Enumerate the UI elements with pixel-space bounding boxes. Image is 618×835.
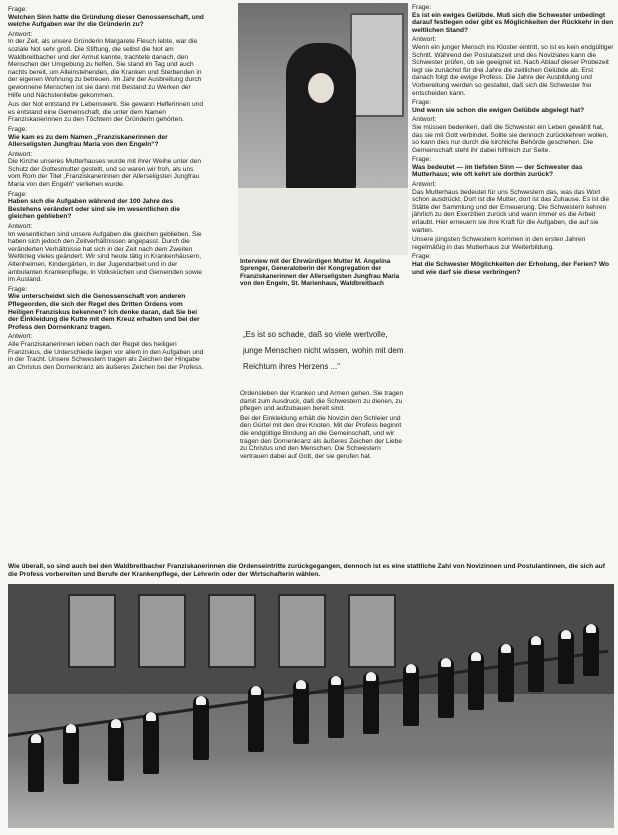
speaker-label: Frage:: [8, 125, 28, 133]
interview-paragraph: [240, 415, 408, 461]
speaker-label: Frage:: [8, 190, 28, 198]
speaker-label: Frage:: [8, 6, 28, 13]
question-text: Haben sich die Aufgaben während der 100 Jahre des Bestehens verändert oder sind sie im wesentlichen die gleichen geblieben?: [8, 198, 180, 221]
speaker-label: Frage:: [412, 156, 432, 164]
building-window: [68, 594, 116, 668]
question-text: Welchen Sinn hatte die Gründung dieser Genossenschaft, und welche Aufgaben war ihr die Gründerin zu?: [8, 13, 204, 29]
speaker-label: Antwort:: [8, 30, 33, 38]
speaker-label: Frage:: [8, 285, 28, 293]
sister-figure: [558, 630, 574, 684]
sister-figure: [143, 712, 159, 774]
answer-text: Unsere jüngsten Schwestern kommen in den ersten Jahren regelmäßig in das Mutterhaus zur Weiterbildung.: [412, 236, 586, 251]
interview-paragraph: [240, 390, 408, 413]
sister-figure: [193, 696, 209, 760]
answer-text: Sie müssen bedenken, daß die Schwester ein Leben gewählt hat, das sie mit Gott verbindet. Sollte sie dennoch zurückkehren wollen, so kann dies nur durch die kirchliche Behörde geschehen. Die Gemeinschaft steht ihr dabei hilfreich zur Seite.: [412, 123, 609, 154]
pull-quote: „Es ist so schade, daß so viele wertvolle, junge Menschen nicht wissen, wohin mit dem Reichtum ihres Herzens ...“: [243, 330, 404, 371]
interview-paragraph: [8, 6, 204, 29]
interview-column-left: [8, 6, 204, 524]
sister-figure: [498, 644, 514, 702]
window-background: [350, 13, 404, 117]
group-photo-caption: Wie überall, so sind auch bei den Waldbreitbacher Franziskanerinnen die Ordenseintritte zurückgegangen, dennoch ist es eine stattliche Zahl von Novizinnen und Postulantinnen, die sich auf die Profess vorbereiten und Berufe der Krankenpflege, der Lehrerin oder der Wirtschafterin wählen.: [8, 563, 605, 578]
sister-figure: [363, 672, 379, 734]
sister-figure: [438, 658, 454, 718]
answer-text: Im wesentlichen sind unsere Aufgaben die gleichen geblieben. Sie haben sich jedoch den Zeitverhältnissen angepasst. Durch die veränderten Verhältnisse hat sich in der Zeit nach dem Zweiten Weltkrieg vieles geändert. Wir sind heute tätig in Krankenhäusern, Altenheimen, Kindergärten, in der Jugendarbeit und in der ambulanten Krankenpflege, in Volksküchen und Gemeinden sowie im Ausland.: [8, 230, 202, 284]
speaker-label: Frage:: [412, 253, 432, 261]
speaker-label: Frage:: [412, 4, 432, 11]
portrait-photo: [238, 3, 408, 255]
building-window: [278, 594, 326, 668]
speaker-label: Antwort:: [412, 181, 437, 189]
sister-figure: [28, 734, 44, 792]
interview-paragraph: [8, 191, 204, 221]
question-text: Wie unterscheidet sich die Genossenschaft von anderen Pflegeorden, die sich der Regel des Dritten Ordens vom Heiligen Franziskus bekennen? Ich denke daran, daß Sie bei der Einkleidung die Kutte mit dem Kreuz erhalten und bei der Profess den Dornenkranz tragen.: [8, 293, 200, 331]
interview-column-right: [412, 4, 614, 552]
interview-paragraph: [8, 333, 204, 371]
interview-paragraph: [8, 31, 204, 99]
answer-text: Die Kirche unseres Mutterhauses wurde mit ihrer Weihe unter den Schutz der Gottesmutter gestellt, und so waren wir froh, als uns vom Rom der Titel „Franziskanerinnen der Allerseligsten Jungfrau Maria von den Engeln“ verliehen wurde.: [8, 158, 202, 189]
sister-figure: [108, 719, 124, 781]
interview-paragraph: [8, 286, 204, 332]
sister-figure: [328, 676, 344, 738]
speaker-label: Antwort:: [412, 116, 437, 124]
speaker-label: Antwort:: [412, 36, 437, 44]
answer-text: Bei der Einkleidung erhält die Novizin den Schleier und den Gürtel mit den drei Knoten. Mit der Profess beginnt die endgültige Bindung an die Gemeinschaft, und wir tragen den Dornenkranz als äußeres Zeichen der Liebe zu Christus und den Menschen. Die Schwestern vertrauen dabei auf Gott, der sie gerufen hat.: [240, 414, 403, 460]
interview-paragraph: [412, 4, 614, 34]
interview-paragraph: [8, 101, 204, 124]
answer-text: Das Mutterhaus bedeutet für uns Schwestern das, was das Wort schon ausdrückt. Dort ist die Mutter, dort ist das Zuhause. Es ist die Stätte der Sammlung und der Erneuerung. Die Schwestern kehren jährlich zu den Exerzitien zurück und wann immer es die Arbeit erlaubt. Hier erneuern sie ihre Kraft für die Aufgaben, die auf sie warten.: [412, 188, 610, 234]
question-text: Hat die Schwester Möglichkeiten der Erholung, der Ferien? Wo und wie darf sie diese verbringen?: [412, 261, 609, 276]
speaker-label: Antwort:: [8, 150, 33, 158]
interview-paragraph: [412, 116, 614, 154]
answer-text: Ordensleben der Kranken und Armen gehen. Sie tragen damit zum Ausdruck, daß die Schwestern zu dienen, zu pflegen und aufzubauen bereit sind.: [240, 390, 404, 413]
answer-text: Wenn ein junger Mensch ins Kloster eintritt, so ist es kein endgültiger Schritt. Während der Postulatszeit und des Noviziates kann die Schwester prüfen, ob sie geeignet ist. Nach Ablauf dieser Probezeit legt sie zunächst für drei Jahre die zeitlichen Gelübde ab. Erst danach folgt die ewige Profess. Die Jahre der Ausbildung und Vorbereitung werden so gestaltet, daß sich die Schwester frei entscheiden kann.: [412, 43, 614, 97]
building-window: [208, 594, 256, 668]
interview-column-middle: [240, 390, 408, 552]
interview-paragraph: [412, 99, 614, 114]
interview-paragraph: [412, 156, 614, 179]
interview-paragraph: [412, 236, 614, 251]
sister-figure: [528, 636, 544, 692]
interview-paragraph: [412, 181, 614, 234]
answer-text: In der Zeit, als unsere Gründerin Margarete Flesch lebte, war die soziale Not sehr groß. Die Stiftung, die selbst die Not am Waldbreitbacher und der Armut kannte, trachtete danach, den Menschen der Umgebung zu helfen. Sie stand im Tag und auch nachts bereit, um Alleinstehenden, die Kranken und Sterbenden in der eigenen Wohnung zu betreuen. Im Jahr der Ausbreitung durch gewonnene Menschen ist sie dann mit Bestand zu Werken der Hilfe und Nächstenliebe gekommen.: [8, 38, 202, 99]
speaker-label: Antwort:: [8, 223, 33, 231]
question-text: Was bedeutet — im tiefsten Sinn — der Schwester das Mutterhaus; wie oft kehrt sie dorthin zurück?: [412, 163, 583, 179]
speaker-label: Frage:: [412, 99, 432, 107]
novices-procession-photo: [8, 584, 614, 828]
interview-paragraph: [412, 253, 614, 276]
mother-superior-figure: [286, 43, 356, 193]
answer-text: Aus der Not entstand ihr Lebenswerk. Sie gewann Helferinnen und es entstand eine Gemeinschaft, die unter dem Namen Franziskanerinnen zu den Töchtern der Gründerin gehörten.: [8, 101, 204, 124]
sister-figure: [583, 624, 599, 676]
portrait-caption: Interview mit der Ehrwürdigen Mutter M. Angelina Sprenger, Generaloberin der Kongregation der Franziskanerinnen der Allerseligsten Jungfrau Maria von den Engeln, St. Marienhaus, Waldbreitbach: [240, 258, 400, 288]
sister-figure: [468, 652, 484, 710]
question-text: Es ist ein ewiges Gelübde. Muß sich die Schwester unbedingt darauf festlegen oder gibt es Möglichkeiten der Rückkehr in den weltlichen Stand?: [412, 11, 614, 34]
sister-figure: [248, 686, 264, 752]
ramp-ground: [8, 754, 614, 828]
building-window: [138, 594, 186, 668]
interview-paragraph: [8, 126, 204, 149]
question-text: Wie kam es zu dem Namen „Franziskanerinnen der Allerseligsten Jungfrau Maria von den Engeln“?: [8, 133, 168, 149]
speaker-label: Antwort:: [8, 333, 33, 341]
face: [308, 73, 334, 103]
answer-text: Alle Franziskanerinnen leben nach der Regel des heiligen Franziskus, die Unterschiede liegen vor allem in den Aufgaben und in der Tracht. Unsere Schwestern tragen als Zeichen der Hingabe an Christus den Dornenkranz als äußeres Zeichen bei der Profess.: [8, 340, 204, 371]
interview-paragraph: [412, 36, 614, 97]
sister-figure: [403, 664, 419, 726]
question-text: Und wenn sie schon die ewigen Gelübde abgelegt hat?: [412, 106, 585, 114]
building-window: [348, 594, 396, 668]
sister-figure: [63, 724, 79, 784]
desk: [238, 188, 408, 255]
interview-paragraph: [8, 151, 204, 189]
interview-paragraph: [8, 223, 204, 284]
sister-figure: [293, 680, 309, 744]
